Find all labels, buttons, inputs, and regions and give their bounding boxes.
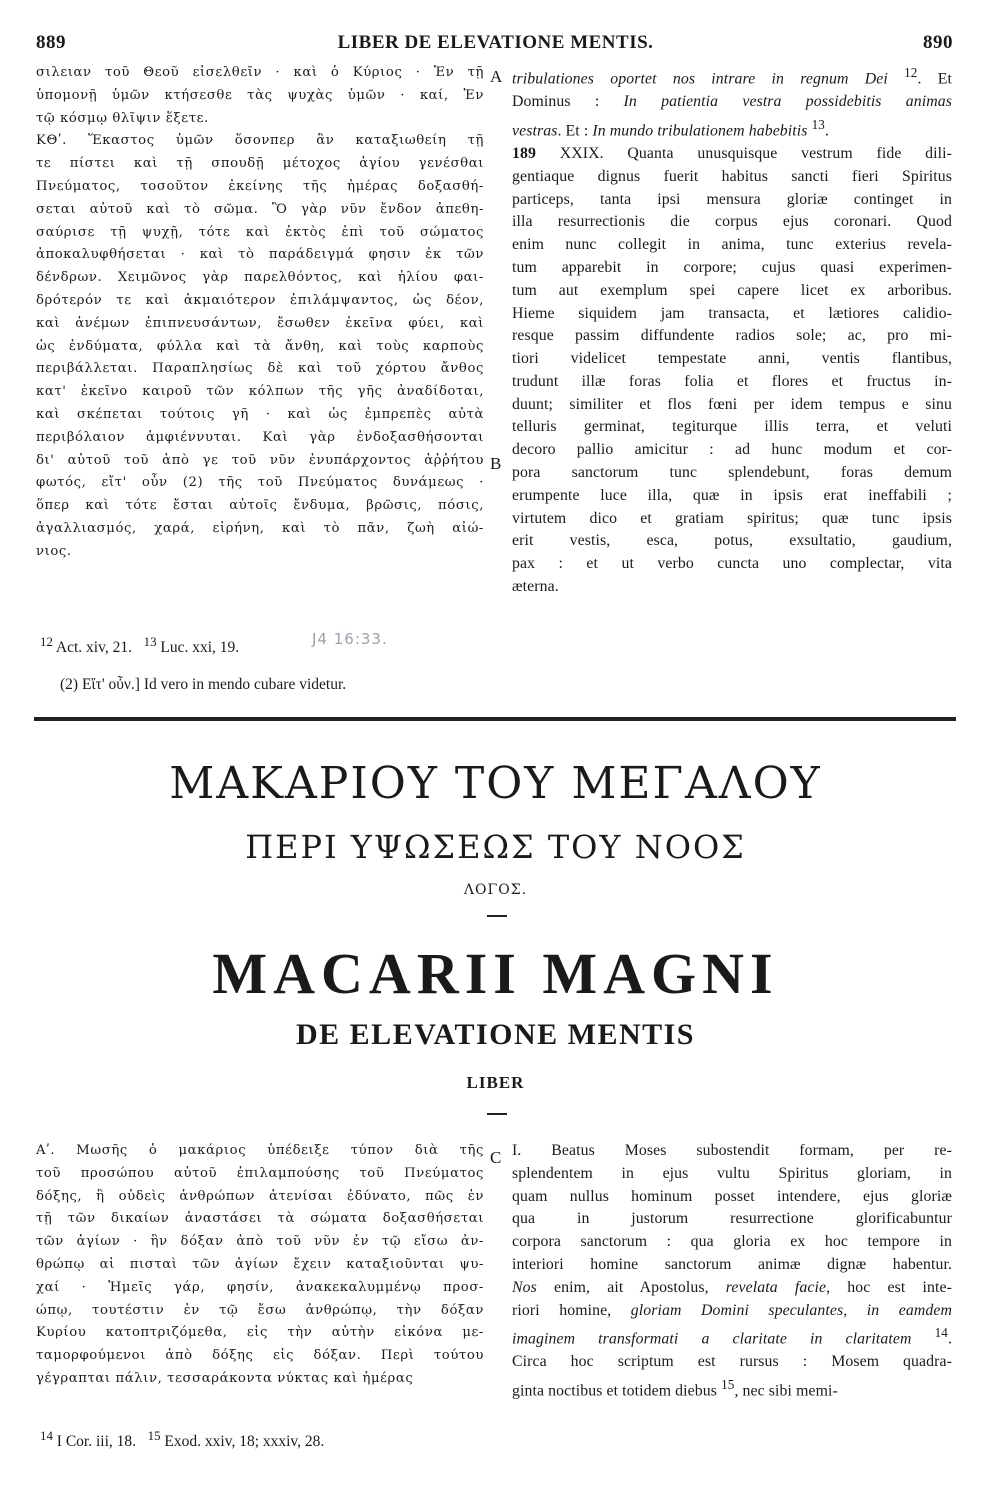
top-latin-line: pora sanctorum tunc splendebunt, foras demum (512, 464, 952, 482)
top-latin-line: 189 XXIX. Quanta unusquisque vestrum fide dili- (512, 144, 952, 162)
footnote-refs-14-15: $^{14}$ I Cor. iii, 18. $^{15}$ Exod. xxiv, 18; xxxiv, 28. (40, 1428, 325, 1451)
top-latin-line: vestras. Et : In mundo tribulationem habebitis $^{13}$. (512, 116, 830, 140)
top-greek-line: κατ' ἐκεῖνο καιροῦ τῶν κόλπων τῆς γῆς ἀναδίδοται, (36, 384, 484, 400)
margin-letter-a: A (490, 67, 503, 86)
top-latin-line: Dominus : In patientia vestra possidebitis animas (512, 93, 952, 111)
bottom-latin-line: interiori homine sanctorum animæ dignæ habentur. (512, 1255, 952, 1273)
bottom-greek-line: τοῦ προσώπου αὐτοῦ ἐπιλαμπούσης τοῦ Πνεύματος (36, 1165, 484, 1181)
bottom-greek-line: Αʹ. Μωσῆς ὁ μακάριος ὑπέδειξε τύπον διὰ τῆς (36, 1143, 484, 1158)
top-greek-line: καὶ σκέπεται τούτοις γῆ · καὶ ὡς ἐμπρεπὲς αὐτὰ (36, 406, 484, 422)
bottom-greek-line: χαί · Ἡμεῖς γάρ, φησίν, ἀνακεκαλυμμένῳ προσ- (36, 1279, 484, 1295)
bottom-greek-line: γέγραπται πάλιν, τεσσαράκοντα νύκτας καὶ ἡμέρας (36, 1370, 414, 1386)
top-latin-line: æterna. (512, 578, 559, 596)
bottom-greek-line: Κυρίου κατοπτριζόμεθα, εἰς τὴν αὐτὴν εἰκόνα με- (36, 1325, 484, 1341)
bottom-greek-line: ταμορφούμενοι ἀπὸ δόξης εἰς δόξαν. Περὶ τούτου (36, 1348, 484, 1364)
margin-letter-c: C (490, 1148, 502, 1167)
top-greek-line: Πνεύματος, τοσοῦτον ἐκείνης τῆς ἡμέρας δοξασθή- (36, 178, 484, 194)
handwritten-annotation: J4 16:33. (312, 630, 388, 648)
top-latin-line: tribulationes oportet nos intrare in regnum Dei $^{12}$. Et (512, 65, 952, 88)
bottom-greek-line: δόξης, ἣ οὐδεὶς ἀνθρώπων ἀτενίσαι ἐδύνατο, πῶς ἐν (36, 1188, 484, 1204)
top-latin-line: erumpente luce illa, quæ in ipsis erat ineffabili ; (512, 486, 952, 504)
top-latin-line: erit vestis, esca, potus, exsultatio, gaudium, (512, 532, 952, 550)
top-greek-line: ἀποκαλυφθήσεται · καὶ τὸ παράδειγμά φησιν ἐκ τῶν (36, 247, 484, 263)
page-number-left: 889 (36, 32, 66, 53)
top-latin-line: enim nunc collegit in anima, tunc exterius revela- (512, 236, 952, 254)
greek-logos: ΛΟΓΟΣ. (463, 882, 528, 898)
bottom-latin-line: splendentem in ejus vultu Spiritus gloriam, in (512, 1164, 952, 1182)
top-latin-line: gentiaque dignus fuerit habitus sancti fieri Spiritus (512, 167, 952, 185)
bottom-latin-line: qua in justorum resurrectione glorificabuntur (512, 1210, 952, 1228)
greek-title: ΜΑΚΑΡΙΟΥ ΤΟΥ ΜΕΓΑΛΟΥ (169, 758, 822, 809)
bottom-greek-line: θρώπῳ αἱ πισταὶ τῶν ἁγίων ἔχειν καταξιοῦνται ψυ- (36, 1256, 484, 1272)
top-greek-line: ΚΘʹ. Ἕκαστος ὑμῶν ὅσονπερ ἂν καταξιωθείη τῇ (36, 133, 484, 149)
top-greek-line: σεται αὐτοῦ καὶ τὸ σῶμα. Ὃ γὰρ νῦν ἔνδον ἀπεθη- (36, 201, 484, 217)
bottom-latin-line: Nos enim, ait Apostolus, revelata facie, hoc est inte- (512, 1278, 952, 1296)
top-greek-line: περιβάλλεται. Παραπλησίως δὲ καὶ τοῦ χόρτου ἄνθος (36, 361, 484, 377)
bottom-greek-column (36, 1140, 484, 1391)
bottom-latin-line: riori homine, gloriam Domini speculantes, in eamdem (512, 1301, 952, 1319)
bottom-greek-line: ώπῳ, τουτέστιν ἐν τῷ ἔσω ἀνθρώπῳ, τὴν δόξαν (36, 1302, 484, 1318)
latin-liber: LIBER (466, 1073, 525, 1092)
footnote-refs-12-13: $^{12}$ Act. xiv, 21. $^{13}$ Luc. xxi, 19. (40, 634, 240, 657)
bottom-latin-line: Circa hoc scriptum est rursus : Mosem quadra- (512, 1353, 952, 1371)
bottom-greek-line: τῇ τῶν δικαίων ἀναστάσει τὰ σώματα δοξασθήσεται (36, 1211, 484, 1227)
top-latin-line: pax : et ut verbo cuncta uno complectar, vita (512, 555, 952, 573)
top-greek-line: ὅπερ καὶ τότε ἔσται αὐτοῖς ἔνδυμα, βρῶσις, πόσις, (36, 498, 484, 514)
top-latin-line: particeps, tanta ipsi mensura gloriæ continget in (512, 190, 952, 208)
top-latin-line: telluris germinat, tegiturque illis terra, et veluti (512, 418, 952, 436)
short-rule (487, 915, 507, 917)
top-latin-line: trudunt illæ foras folia et flores et fructus in- (512, 372, 952, 390)
short-rule-2 (487, 1113, 507, 1115)
top-greek-line: σαύρισε τῇ ψυχῇ, τότε καὶ ἐκτὸς ἐπὶ τοῦ σώματος (36, 224, 484, 240)
bottom-latin-line: imaginem transformati a claritate in claritatem $^{14}$. (512, 1325, 952, 1348)
top-latin-line: decoro pallio amicitur : ad hunc modum et cor- (512, 441, 952, 459)
top-greek-line: δρότερόν τε καὶ ἀκμαιότερον ἐπιλάμψαντος, ὡς δέον, (36, 292, 484, 308)
bottom-latin-line: quam nullus hominum posset intendere, ejus gloriæ (512, 1187, 952, 1205)
top-latin-line: tum aut exemplum spei capere licet ex arboribus. (512, 281, 952, 299)
top-latin-line: virtutem dico et gratiam spiritus; quæ tunc ipsis (512, 509, 952, 527)
top-latin-line: illa resurrectionis die corpus ejus coronari. Quod (512, 213, 952, 231)
top-greek-line: νιος. (36, 543, 72, 559)
footnote-2: (2) Εἴτ' οὖν.] Id vero in mendo cubare videtur. (60, 676, 347, 693)
top-latin-column (512, 62, 952, 599)
bottom-greek-line: τῶν ἁγίων · ἣν δόξαν ἀπὸ τοῦ νῦν ἐν τῷ εἴσω ἀν- (36, 1234, 484, 1250)
top-greek-line: σιλειαν τοῦ Θεοῦ εἰσελθεῖν · καὶ ὁ Κύριος · Ἐν τῇ (36, 65, 484, 80)
bottom-latin-line: ginta noctibus et totidem diebus $^{15}$, nec sibi memi- (512, 1377, 838, 1400)
top-greek-line: ἀγαλλιασμός, χαρά, εἰρήνη, καὶ τὸ πᾶν, ζωὴ αἰώ- (36, 520, 484, 536)
top-greek-line: δένδρων. Χειμῶνος γὰρ παρελθόντος, καὶ ἡλίου φαι- (36, 270, 484, 286)
bottom-latin-line: corpora sanctorum : qua gloria ex hoc tempore in (512, 1233, 952, 1251)
top-latin-line: resque passim diffundente radios sole; ac, pro mi- (512, 327, 952, 345)
latin-subtitle: DE ELEVATIONE MENTIS (296, 1018, 695, 1051)
top-latin-line: Hieme siquidem jam transacta, et lætiores calidio- (512, 304, 952, 322)
top-greek-column (36, 62, 484, 564)
top-greek-line: φωτός, εἴτ' οὖν (2) τῆς τοῦ Πνεύματος δυνάμεως · (36, 475, 484, 491)
top-latin-line: duunt; similiter et flos fœni per idem tempus e sinu (512, 395, 952, 413)
top-greek-line: καὶ ἀνέμων ἐπιπνευσάντων, ἔσωθεν ἐκεῖνα φύει, καὶ (36, 315, 484, 331)
top-latin-line: tum apparebit in corpore; cujus quasi experimen- (512, 258, 952, 276)
bottom-latin-line: I. Beatus Moses subostendit formam, per re- (512, 1142, 952, 1159)
top-greek-line: περιβόλαιον ἀμφιέννυται. Καὶ γὰρ ἐνδοξασθήσονται (36, 429, 484, 445)
greek-subtitle: ΠΕΡΙ ΥΨΩΣΕΩΣ ΤΟΥ ΝΟΟΣ (245, 828, 746, 866)
margin-letter-b: B (490, 454, 502, 473)
top-greek-line: ὑπομονῇ ὑμῶν κτήσεσθε τὰς ψυχὰς ὑμῶν · καί, Ἐν (36, 87, 484, 103)
latin-title: MACARII MAGNI (212, 941, 779, 1006)
top-greek-line: τε πίστει καὶ τῇ σπουδῇ μέτοχος ἁγίου γενέσθαι (36, 156, 484, 172)
section-divider (34, 717, 956, 721)
top-greek-line: τῷ κόσμῳ θλῖψιν ἕξετε. (36, 110, 209, 126)
running-title: LIBER DE ELEVATIONE MENTIS. (337, 32, 654, 53)
top-greek-line: ὡς ἐνδύματα, φύλλα καὶ τὰ ἄνθη, καὶ τοὺς καρποὺς (36, 338, 484, 354)
page-number-right: 890 (923, 32, 953, 53)
top-latin-line: tiori videlicet tempestate anni, ventis flantibus, (512, 350, 952, 368)
bottom-latin-column (512, 1140, 952, 1403)
top-greek-line: δι' αὐτοῦ τοῦ ἀπὸ γε τοῦ νῦν ἐνυπάρχοντος ἀῤῥήτου (36, 452, 484, 468)
